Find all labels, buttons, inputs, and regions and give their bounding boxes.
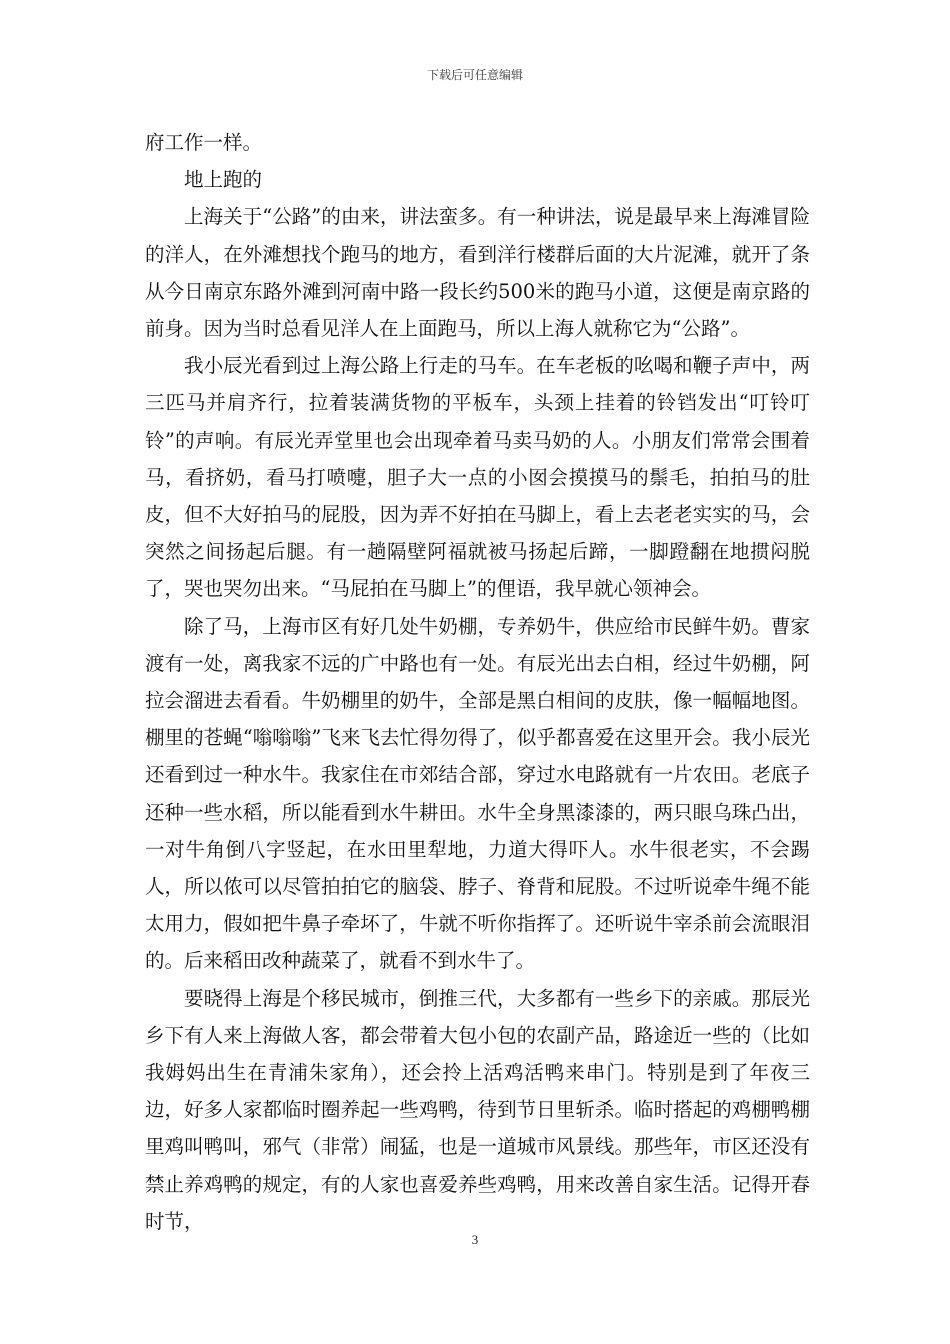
page-number: 3 bbox=[471, 1232, 479, 1247]
paragraph: 上海关于“公路”的由来，讲法蛮多。有一种讲法，说是最早来上海滩冒险的洋人，在外滩想找个跑马的地方，看到洋行楼群后面的大片泥滩，就开了条从今日南京东路外滩到河南中路一段长约500米的跑马小道，这便是南京路的前身。因为当时总看见洋人在上面跑马，所以上海人就称它为“公路”。 bbox=[145, 205, 810, 341]
paragraph-continuation: 府工作一样。 bbox=[145, 131, 263, 154]
paragraph: 要晓得上海是个移民城市，倒推三代，大多都有一些乡下的亲戚。那辰光乡下有人来上海做人客，都会带着大包小包的农副产品，路途近一些的（比如我姆妈出生在青浦朱家角），还会拎上活鸡活鸭来串门。特别是到了年夜三边，好多人家都临时圈养起一些鸡鸭，待到节日里斩杀。临时搭起的鸡棚鸭棚里鸡叫鸭叫，邪气（非常）闹猛，也是一道城市风景线。那些年，市区还没有禁止养鸡鸭的规定，有的人家也喜爱养些鸡鸭，用来改善自家生活。记得开春时节， bbox=[145, 986, 810, 1233]
document-body bbox=[145, 124, 810, 1240]
paragraph: 除了马，上海市区有好几处牛奶棚，专养奶牛，供应给市民鲜牛奶。曹家渡有一处，离我家不远的广中路也有一处。有辰光出去白相，经过牛奶棚，阿拉会溜进去看看。牛奶棚里的奶牛，全部是黑白相间的皮肤，像一幅幅地图。棚里的苍蝇“嗡嗡嗡”飞来飞去忙得勿得了，似乎都喜爱在这里开会。我小辰光还看到过一种水牛。我家住在市郊结合部，穿过水电路就有一片农田。老底子还种一些水稻，所以能看到水牛耕田。水牛全身黑漆漆的，两只眼乌珠凸出，一对牛角倒八字竖起，在水田里犁地，力道大得吓人。水牛很老实，不会踢人，所以侬可以尽管拍拍它的脑袋、脖子、脊背和屁股。不过听说牵牛绳不能太用力，假如把牛鼻子牵坏了，牛就不听你指挥了。还听说牛宰杀前会流眼泪的。后来稻田改种蔬菜了，就看不到水牛了。 bbox=[145, 614, 810, 973]
paragraph: 我小辰光看到过上海公路上行走的马车。在车老板的吆喝和鞭子声中，两三匹马并肩齐行，拉着装满货物的平板车，头颈上挂着的铃铛发出“叮铃叮铃”的声响。有辰光弄堂里也会出现牵着马卖马奶的人。小朋友们常常会围着马，看挤奶，看马打喷嚏，胆子大一点的小囡会摸摸马的鬃毛，拍拍马的肚皮，但不大好拍马的屁股，因为弄不好拍在马脚上，看上去老老实实的马，会突然之间扬起后腿。有一趟隔壁阿福就被马扬起后蹄，一脚蹬翻在地掼闷脱了，哭也哭勿出来。“马屁拍在马脚上”的俚语，我早就心领神会。 bbox=[145, 354, 810, 601]
page-header: 下载后可任意编辑 bbox=[426, 68, 523, 82]
section-heading: 地上跑的 bbox=[184, 168, 263, 192]
